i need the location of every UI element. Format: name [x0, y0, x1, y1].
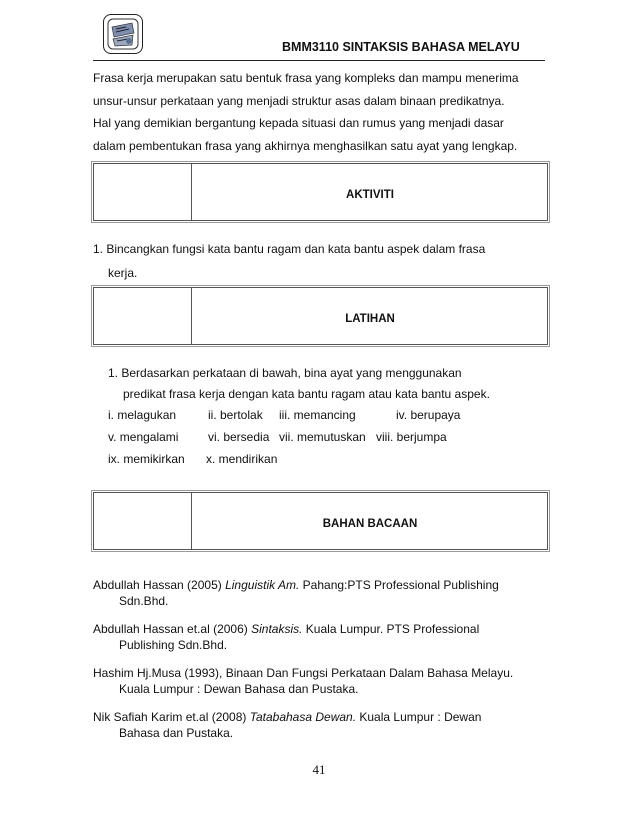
box-divider	[191, 288, 192, 344]
latihan-label: LATIHAN	[345, 313, 395, 325]
ref-title: Linguistik Am.	[225, 578, 300, 592]
intro-line: Hal yang demikian bergantung kepada situasi dan rumus yang menjadi dasar	[93, 116, 504, 130]
option-item: ii. bertolak	[208, 408, 263, 422]
aktiviti-question-cont: kerja.	[108, 266, 138, 280]
option-item: i. melagukan	[108, 408, 177, 422]
option-item: v. mengalami	[108, 430, 179, 444]
aktiviti-label: AKTIVITI	[346, 189, 394, 201]
aktiviti-question: 1. Bincangkan fungsi kata bantu ragam dan kata bantu aspek dalam frasa	[93, 242, 486, 256]
option-item: viii. berjumpa	[376, 430, 447, 444]
ref-continuation: Kuala Lumpur : Dewan Bahasa dan Pustaka.	[119, 681, 359, 696]
ref-continuation: Publishing Sdn.Bhd.	[119, 637, 228, 652]
ref-publisher: Kuala Lumpur. PTS Professional	[302, 622, 480, 636]
latihan-question: 1. Berdasarkan perkataan di bawah, bina ayat yang menggunakan	[108, 366, 462, 380]
option-item: iii. memancing	[279, 408, 356, 422]
option-item: ix. memikirkan	[108, 452, 185, 466]
ref-publisher: Pahang:PTS Professional Publishing	[299, 578, 499, 592]
ref-author: Abdullah Hassan et.al (2006)	[93, 622, 252, 636]
institution-logo-icon	[103, 14, 143, 54]
intro-line: dalam pembentukan frasa yang akhirnya menghasilkan satu ayat yang lengkap.	[93, 138, 518, 153]
ref-author: Hashim Hj.Musa (1993), Binaan Dan Fungsi Perkataan Dalam Bahasa Melayu.	[93, 666, 514, 680]
ref-publisher: Kuala Lumpur : Dewan	[356, 710, 482, 724]
ref-author: Nik Safiah Karim et.al (2008)	[93, 710, 250, 724]
option-item: iv. berupaya	[396, 408, 461, 422]
option-item: x. mendirikan	[206, 452, 278, 466]
latihan-box	[93, 287, 548, 345]
latihan-question-cont: predikat frasa kerja dengan kata bantu ragam atau kata bantu aspek.	[123, 387, 490, 401]
box-divider	[191, 493, 192, 549]
bahan-bacaan-label: BAHAN BACAAN	[322, 518, 418, 530]
intro-paragraph	[93, 67, 546, 157]
reference-item	[93, 710, 553, 741]
bahan-bacaan-box	[93, 492, 548, 550]
ref-continuation: Bahasa dan Pustaka.	[119, 725, 234, 740]
aktiviti-box	[93, 163, 548, 221]
box-divider	[191, 164, 192, 220]
header-divider	[93, 60, 545, 61]
ref-title: Tatabahasa Dewan.	[249, 710, 357, 724]
course-title: BMM3110 SINTAKSIS BAHASA MELAYU	[282, 40, 520, 54]
ref-author: Abdullah Hassan (2005)	[93, 578, 226, 592]
reference-item	[93, 578, 553, 609]
page-number: 41	[312, 762, 326, 777]
reference-item	[93, 622, 553, 653]
intro-line: unsur-unsur perkataan yang menjadi struktur asas dalam binaan predikatnya.	[93, 93, 505, 108]
reference-item	[93, 666, 553, 697]
ref-continuation: Sdn.Bhd.	[119, 593, 169, 608]
intro-line: Frasa kerja merupakan satu bentuk frasa yang kompleks dan mampu menerima	[93, 71, 519, 85]
ref-title: Sintaksis.	[251, 622, 303, 636]
option-item: vi. bersedia	[208, 430, 270, 444]
option-item: vii. memutuskan	[279, 430, 366, 444]
